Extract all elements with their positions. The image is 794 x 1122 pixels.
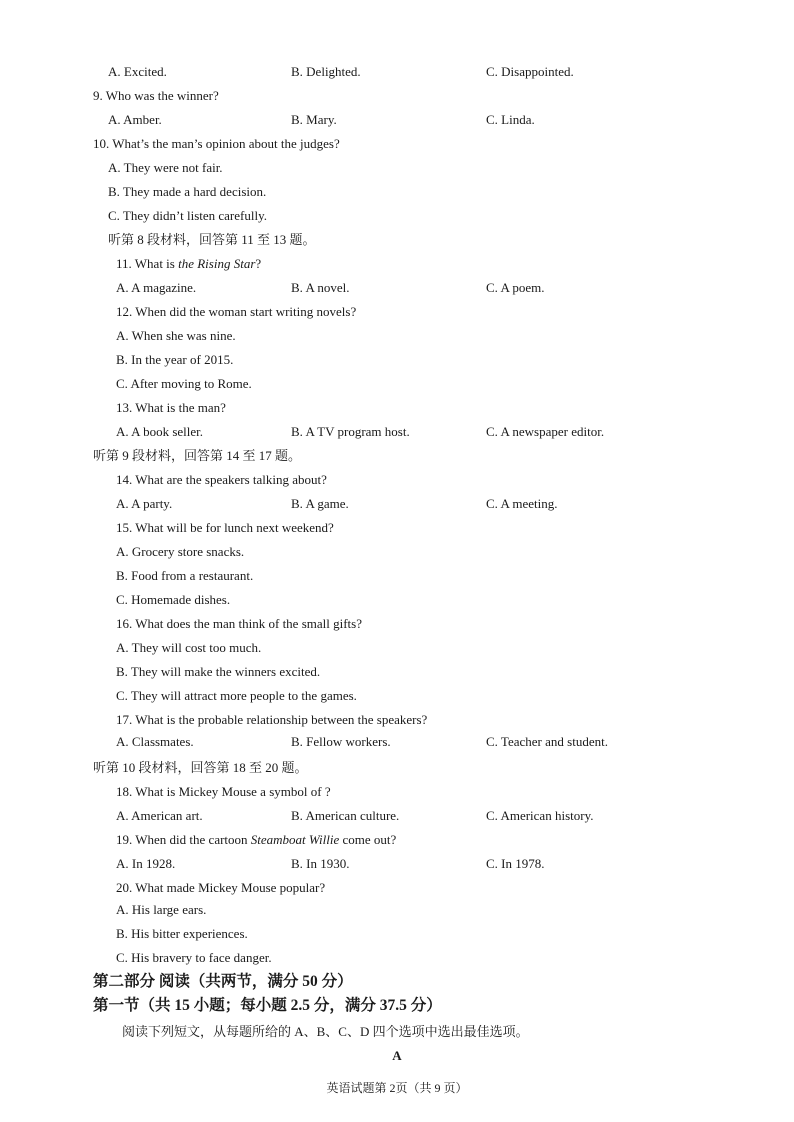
q19-option-a: A. In 1928. [116, 856, 176, 871]
q9-option-a: A. Amber. [108, 112, 162, 127]
q18-option-c: C. American history. [486, 808, 594, 823]
q15-stem: 15. What will be for lunch next weekend? [116, 520, 334, 535]
q17-option-b: B. Fellow workers. [291, 734, 391, 749]
q20-stem: 20. What made Mickey Mouse popular? [116, 880, 326, 895]
q14-option-b: B. A game. [291, 496, 349, 511]
q19-option-c: C. In 1978. [486, 856, 545, 871]
q8-option-c: C. Disappointed. [486, 64, 574, 79]
q11-stem: 11. What is the Rising Star? [116, 256, 262, 271]
q16-option-b: B. They will make the winners excited. [116, 664, 321, 679]
q17-option-a: A. Classmates. [116, 734, 194, 749]
q11-option-c: C. A poem. [486, 280, 545, 295]
q13-option-c: C. A newspaper editor. [486, 424, 605, 439]
q13-option-b: B. A TV program host. [291, 424, 410, 439]
q18-option-a: A. American art. [116, 808, 203, 823]
section-one-heading: 第一节（共 15 小题；每小题 2.5 分，满分 37.5 分） [93, 997, 442, 1014]
instruction-passage-9: 听第 9 段材料，回答第 14 至 17 题。 [93, 448, 302, 463]
q13-option-a: A. A book seller. [116, 424, 204, 439]
q14-option-c: C. A meeting. [486, 496, 558, 511]
q15-option-a: A. Grocery store snacks. [116, 544, 245, 559]
q20-option-c: C. His bravery to face danger. [116, 950, 272, 965]
q12-option-b: B. In the year of 2015. [116, 352, 234, 367]
q10-option-c: C. They didn’t listen carefully. [108, 208, 267, 223]
q9-option-b: B. Mary. [291, 112, 337, 127]
q8-option-b: B. Delighted. [291, 64, 361, 79]
q12-option-a: A. When she was nine. [116, 328, 236, 343]
q12-stem: 12. When did the woman start writing novels? [116, 304, 357, 319]
q12-option-c: C. After moving to Rome. [116, 376, 252, 391]
q17-stem: 17. What is the probable relationship between the speakers? [116, 712, 428, 727]
q20-option-b: B. His bitter experiences. [116, 926, 248, 941]
q11-option-a: A. A magazine. [116, 280, 197, 295]
q18-option-b: B. American culture. [291, 808, 400, 823]
q15-option-b: B. Food from a restaurant. [116, 568, 254, 583]
q10-option-b: B. They made a hard decision. [108, 184, 267, 199]
q16-option-a: A. They will cost too much. [116, 640, 262, 655]
part-two-heading: 第二部分 阅读（共两节，满分 50 分） [93, 973, 353, 990]
q20-option-a: A. His large ears. [116, 902, 207, 917]
q15-option-c: C. Homemade dishes. [116, 592, 231, 607]
instruction-passage-10: 听第 10 段材料，回答第 18 至 20 题。 [93, 760, 308, 775]
q9-stem: 9. Who was the winner? [93, 88, 219, 103]
reading-instruction: 阅读下列短文，从每题所给的 A、B、C、D 四个选项中选出最佳选项。 [122, 1024, 529, 1039]
q13-stem: 13. What is the man? [116, 400, 226, 415]
page-footer: 英语试题第 2页（共 9 页） [326, 1081, 468, 1095]
q8-option-a: A. Excited. [108, 64, 167, 79]
q14-option-a: A. A party. [116, 496, 173, 511]
q14-stem: 14. What are the speakers talking about? [116, 472, 327, 487]
q10-option-a: A. They were not fair. [108, 160, 223, 175]
q17-option-c: C. Teacher and student. [486, 734, 608, 749]
q10-stem: 10. What’s the man’s opinion about the judges? [93, 136, 340, 151]
q19-stem: 19. When did the cartoon Steamboat Willie come out? [116, 832, 397, 847]
q11-option-b: B. A novel. [291, 280, 350, 295]
instruction-passage-8: 听第 8 段材料，回答第 11 至 13 题。 [108, 232, 316, 247]
q19-option-b: B. In 1930. [291, 856, 350, 871]
q9-option-c: C. Linda. [486, 112, 535, 127]
q16-option-c: C. They will attract more people to the games. [116, 688, 357, 703]
q16-stem: 16. What does the man think of the small gifts? [116, 616, 362, 631]
passage-label: A [392, 1048, 402, 1063]
q18-stem: 18. What is Mickey Mouse a symbol of ? [116, 784, 331, 799]
